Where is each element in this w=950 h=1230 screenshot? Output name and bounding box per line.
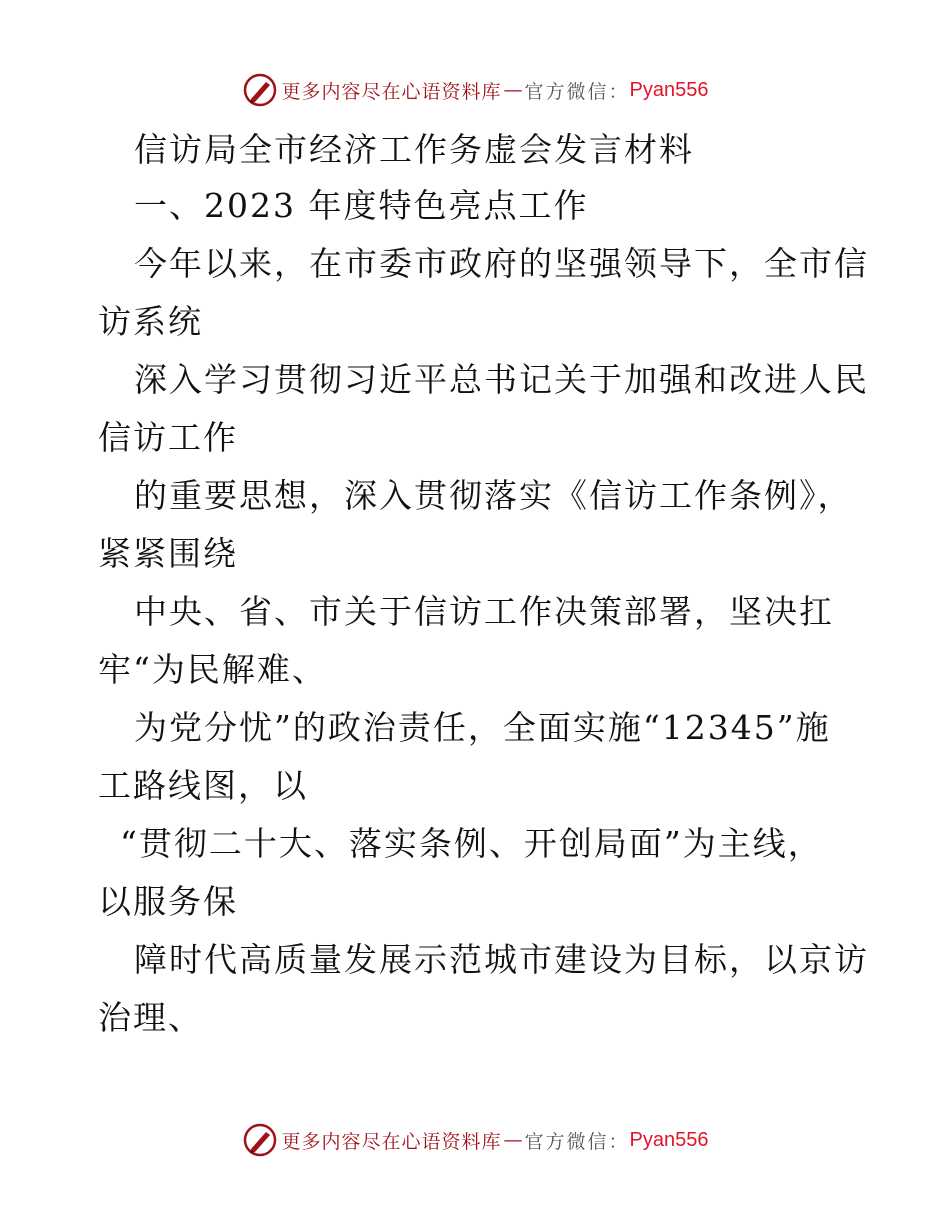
paragraph-line: 深入学习贯彻习近平总书记关于加强和改进人民 [134,360,869,399]
paragraph-line: 中央、省、市关于信访工作决策部署，坚决扛 [134,592,834,631]
paragraph-line: 工路线图，以 [98,766,308,805]
banner-wechat-id: Pyan556 [629,78,709,101]
paragraph-line: 紧紧围绕 [98,534,238,573]
footer-banner [0,1120,950,1160]
pen-logo-icon [242,1122,278,1158]
paragraph-line: 的重要思想，深入贯彻落实《信访工作条例》， [134,476,853,515]
banner-wechat-label: 官方微信： [524,80,630,103]
paragraph-line: 访系统 [98,302,203,341]
paragraph-line: 牢“为民解难、 [98,650,327,689]
section-heading: 一、2023 年度特色亮点工作 [134,186,589,225]
paragraph-line: 今年以来，在市委市政府的坚强领导下，全市信 [134,244,869,283]
banner-dash: — [503,1129,523,1151]
document-title: 信访局全市经济工作务虚会发言材料 [134,130,694,169]
banner-text: 更多内容尽在心语资料库 [281,1130,502,1153]
paragraph-line: 障时代高质量发展示范城市建设为目标，以京访 [134,940,869,979]
paragraph-line: 以服务保 [98,882,238,921]
pen-logo-icon [242,72,278,108]
paragraph-line: 信访工作 [98,418,238,457]
paragraph-line: 为党分忧”的政治责任，全面实施“12345”施 [134,708,831,747]
banner-dash: — [503,79,523,101]
banner-wechat-label: 官方微信： [524,1130,630,1153]
paragraph-line: 治理、 [98,998,203,1037]
header-banner [0,70,950,110]
banner-text: 更多内容尽在心语资料库 [281,80,502,103]
banner-wechat-id: Pyan556 [629,1128,709,1151]
paragraph-line: “贯彻二十大、落实条例、开创局面”为主线， [120,824,823,863]
